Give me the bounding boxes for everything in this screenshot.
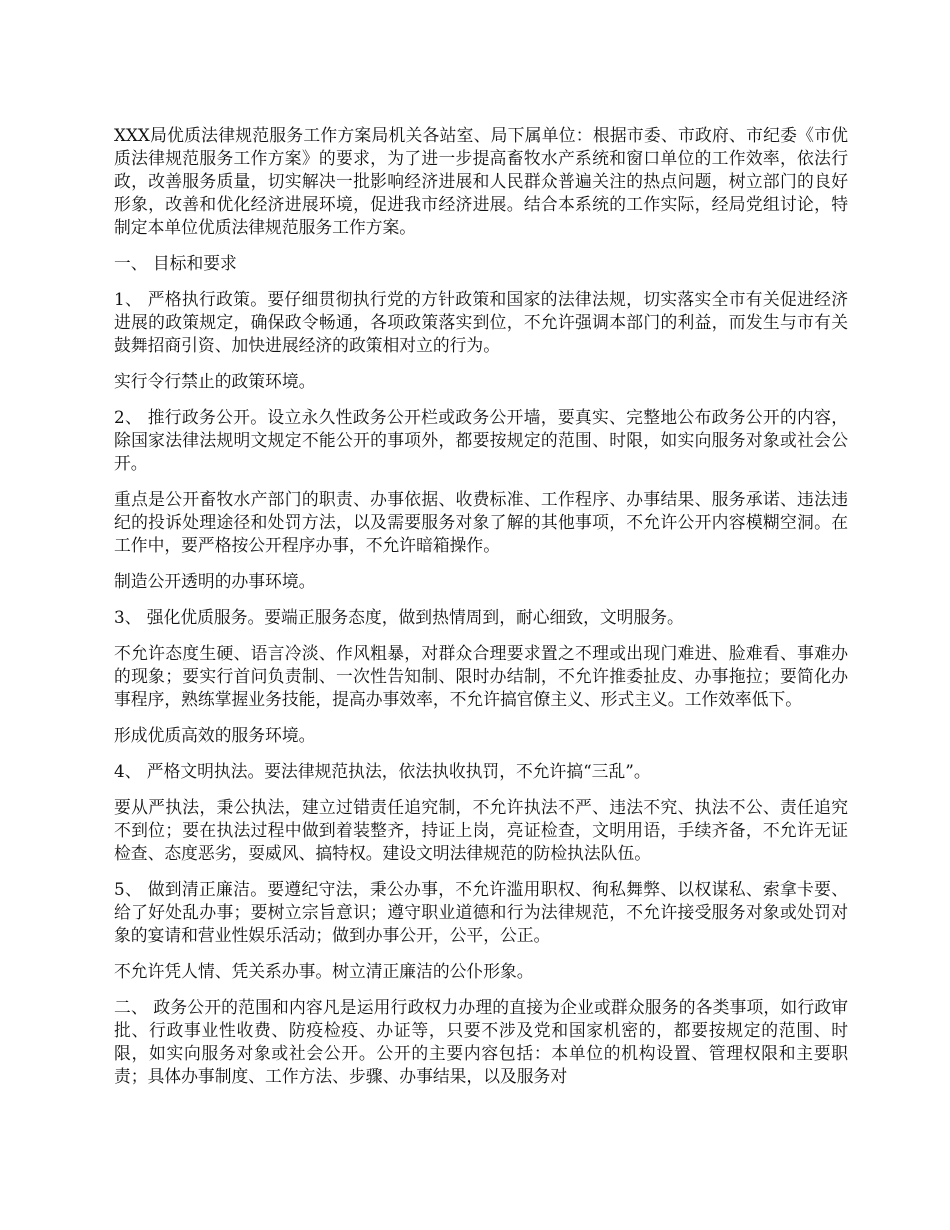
paragraph-item-3: 3、 强化优质服务。要端正服务态度，做到热情周到，耐心细致，文明服务。 bbox=[114, 607, 684, 627]
paragraph-intro: XXX局优质法律规范服务工作方案局机关各站室、局下属单位：根据市委、市政府、市纪委《市优质法律规范服务工作方案》的要求，为了进一步提高畜牧水产系统和窗口单位的工作效率，依法行政，改善服务质量，切实解决一批影响经济进展和人民群众普遍关注的热点问题，树立部门的良好形象，改善和优化经济进展环境，促进我市经济进展。结合本系统的工作实际，经局党组讨论，特制定本单位优质法律规范服务工作方案。 bbox=[114, 125, 848, 237]
section-heading-2-paragraph: 二、 政务公开的范围和内容凡是运用行政权力办理的直接为企业或群众服务的各类事项，如行政审批、行政事业性收费、防疫检疫、办证等，只要不涉及党和国家机密的，都要按规定的范围、时限，如实向服务对象或社会公开。公开的主要内容包括：本单位的机构设置、管理权限和主要职责；具体办事制度、工作方法、步骤、办事结果，以及服务对 bbox=[114, 997, 848, 1086]
paragraph-item-2-detail: 重点是公开畜牧水产部门的职责、办事依据、收费标准、工作程序、办事结果、服务承诺、违法违纪的投诉处理途径和处罚方法，以及需要服务对象了解的其他事项，不允许公开内容模糊空洞。在工作中，要严格按公开程序办事，不允许暗箱操作。 bbox=[114, 489, 848, 555]
paragraph-item-3-detail: 不允许态度生硬、语言冷淡、作风粗暴，对群众合理要求置之不理或出现门难进、脸难看、事难办的现象；要实行首问负责制、一次性告知制、限时办结制，不允许推委扯皮、办事拖拉；要简化办事程序，熟练掌握业务技能，提高办事效率，不允许搞官僚主义、形式主义。工作效率低下。 bbox=[114, 643, 848, 709]
paragraph-item-4: 4、 严格文明执法。要法律规范执法，依法执收执罚，不允许搞“三乱”。 bbox=[114, 761, 651, 781]
document-body bbox=[114, 124, 848, 1101]
paragraph-item-2-summary: 制造公开透明的办事环境。 bbox=[114, 571, 316, 591]
paragraph-item-1-summary: 实行令行禁止的政策环境。 bbox=[114, 371, 316, 391]
section-heading-1: 一、 目标和要求 bbox=[114, 253, 237, 273]
paragraph-item-1: 1、 严格执行政策。要仔细贯彻执行党的方针政策和国家的法律法规，切实落实全市有关促进经济进展的政策规定，确保政令畅通，各项政策落实到位，不允许强调本部门的利益，而发生与市有关鼓舞招商引资、加快进展经济的政策相对立的行为。 bbox=[114, 289, 848, 355]
paragraph-item-2: 2、 推行政务公开。设立永久性政务公开栏或政务公开墙，要真实、完整地公布政务公开的内容，除国家法律法规明文规定不能公开的事项外，都要按规定的范围、时限，如实向服务对象或社会公开。 bbox=[114, 407, 848, 473]
paragraph-item-5-summary: 不允许凭人情、凭关系办事。树立清正廉洁的公仆形象。 bbox=[114, 961, 534, 981]
paragraph-item-4-detail: 要从严执法，秉公执法，建立过错责任追究制，不允许执法不严、违法不究、执法不公、责任追究不到位；要在执法过程中做到着装整齐，持证上岗，亮证检查，文明用语，手续齐备，不允许无证检查、态度恶劣，耍威风、搞特权。建设文明法律规范的防检执法队伍。 bbox=[114, 797, 848, 863]
paragraph-item-5: 5、 做到清正廉洁。要遵纪守法，秉公办事，不允许滥用职权、徇私舞弊、以权谋私、索拿卡要、给了好处乱办事；要树立宗旨意识；遵守职业道德和行为法律规范，不允许接受服务对象或处罚对象的宴请和营业性娱乐活动；做到办事公开，公平，公正。 bbox=[114, 879, 848, 945]
paragraph-item-3-summary: 形成优质高效的服务环境。 bbox=[114, 725, 316, 745]
